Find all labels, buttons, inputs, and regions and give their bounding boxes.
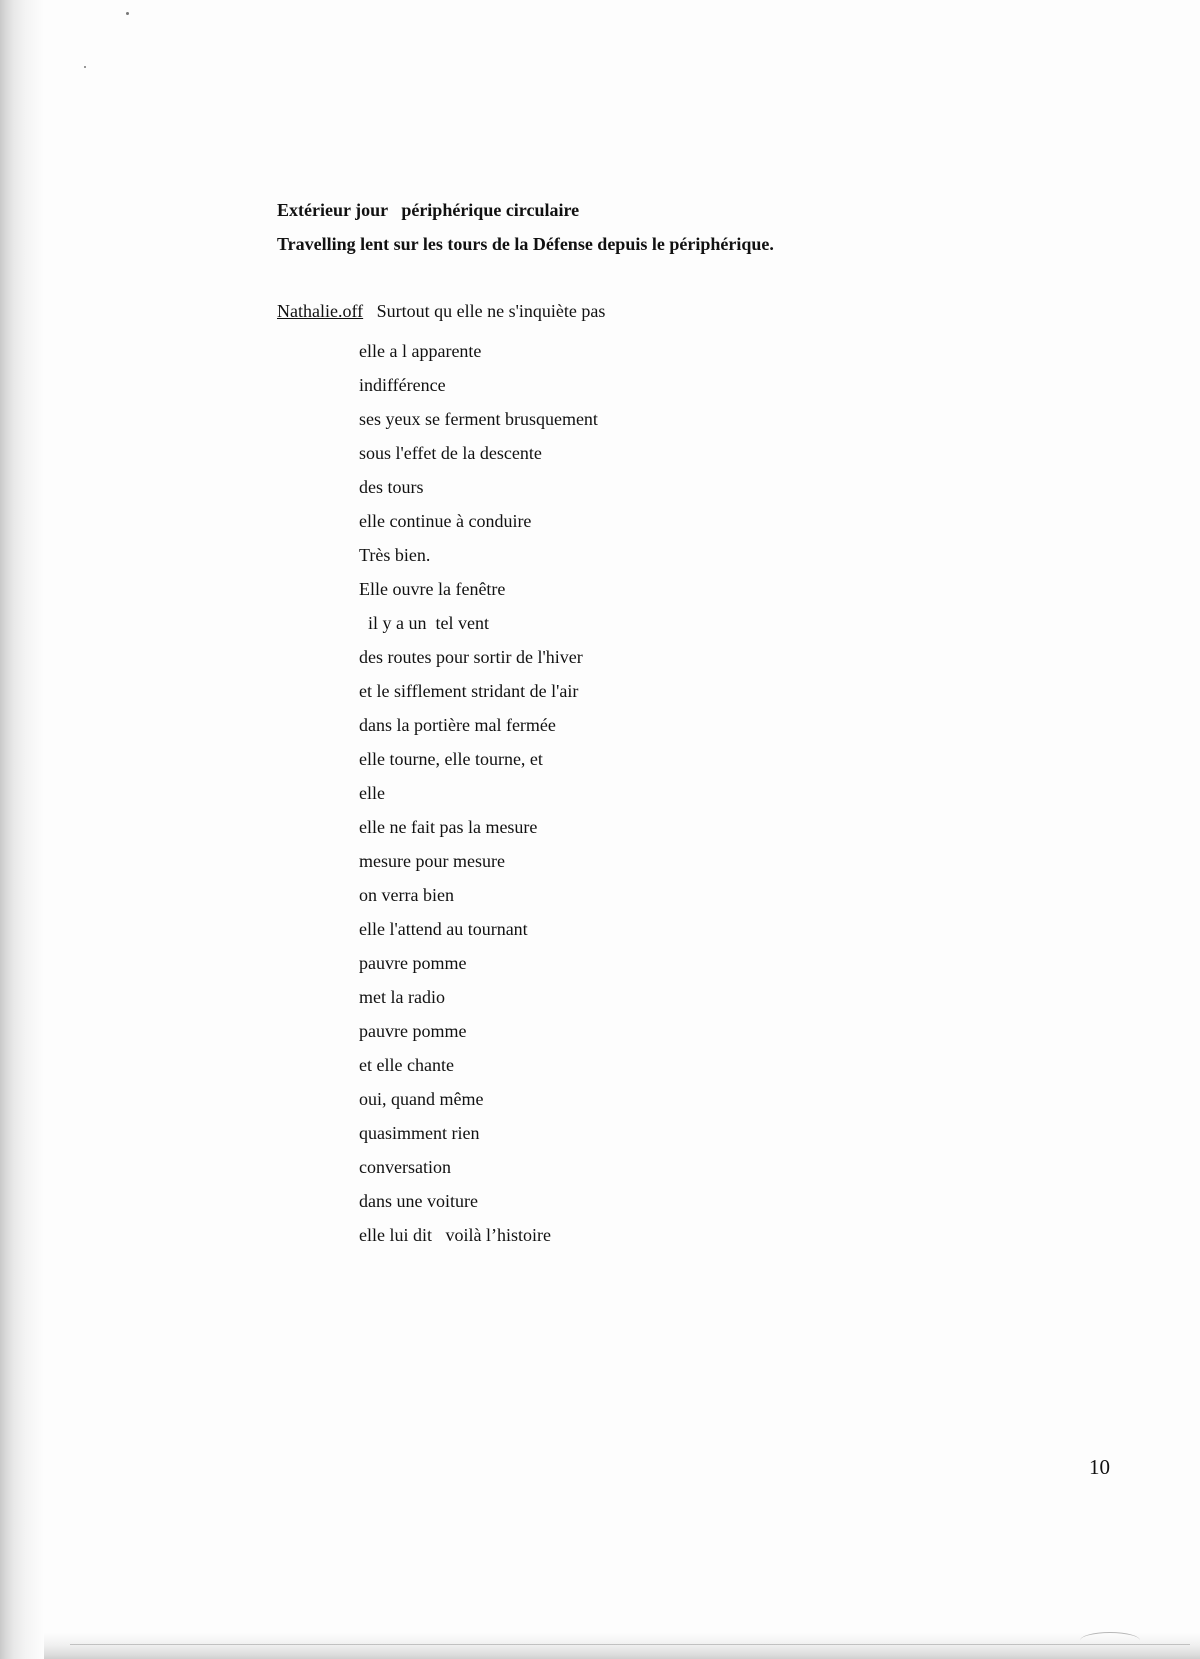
dialogue-line: oui, quand même (359, 1089, 484, 1109)
page-curl-line (70, 1644, 1190, 1645)
dialogue-line: dans la portière mal fermée (359, 715, 556, 735)
dialogue-line: des tours (359, 477, 424, 497)
scan-left-edge (0, 0, 44, 1659)
scene-heading: Extérieur jour périphérique circulaire (277, 200, 580, 220)
speaker-line (277, 301, 605, 322)
dialogue-line: pauvre pomme (359, 953, 467, 973)
dialogue-line: dans une voiture (359, 1191, 478, 1211)
dialogue-line: et elle chante (359, 1055, 454, 1075)
scan-bottom-edge (44, 1633, 1200, 1659)
dialogue-line: elle continue à conduire (359, 511, 532, 531)
page-fold-mark (1080, 1632, 1140, 1649)
dialogue-line: des routes pour sortir de l'hiver (359, 647, 583, 667)
dialogue-line: quasimment rien (359, 1123, 480, 1143)
dialogue-line: et le sifflement stridant de l'air (359, 681, 579, 701)
dialogue-line: conversation (359, 1157, 451, 1177)
dialogue-line: pauvre pomme (359, 1021, 467, 1041)
dialogue-line: il y a un tel vent (359, 613, 489, 633)
dialogue-line: elle tourne, elle tourne, et (359, 749, 543, 769)
dialogue-line: indifférence (359, 375, 446, 395)
scan-speck (126, 12, 129, 15)
dialogue-line: Elle ouvre la fenêtre (359, 579, 506, 599)
dialogue-line: elle (359, 783, 385, 803)
scan-speck (84, 66, 86, 68)
dialogue-line: elle a l apparente (359, 341, 482, 361)
dialogue-line: mesure pour mesure (359, 851, 505, 871)
scene-description: Travelling lent sur les tours de la Défense depuis le périphérique. (277, 234, 774, 254)
dialogue-line: met la radio (359, 987, 445, 1007)
dialogue-line: Très bien. (359, 545, 431, 565)
dialogue-line: elle l'attend au tournant (359, 919, 528, 939)
dialogue-line: elle ne fait pas la mesure (359, 817, 538, 837)
dialogue-line: on verra bien (359, 885, 454, 905)
dialogue-line: elle lui dit voilà l’histoire (359, 1225, 551, 1245)
page-number: 10 (1089, 1455, 1110, 1479)
dialogue-line: ses yeux se ferment brusquement (359, 409, 598, 429)
dialogue-lines (359, 334, 598, 1252)
first-dialogue-line: Surtout qu elle ne s'inquiète pas (363, 301, 606, 321)
dialogue-line: sous l'effet de la descente (359, 443, 542, 463)
speaker-name: Nathalie.off (277, 301, 364, 321)
